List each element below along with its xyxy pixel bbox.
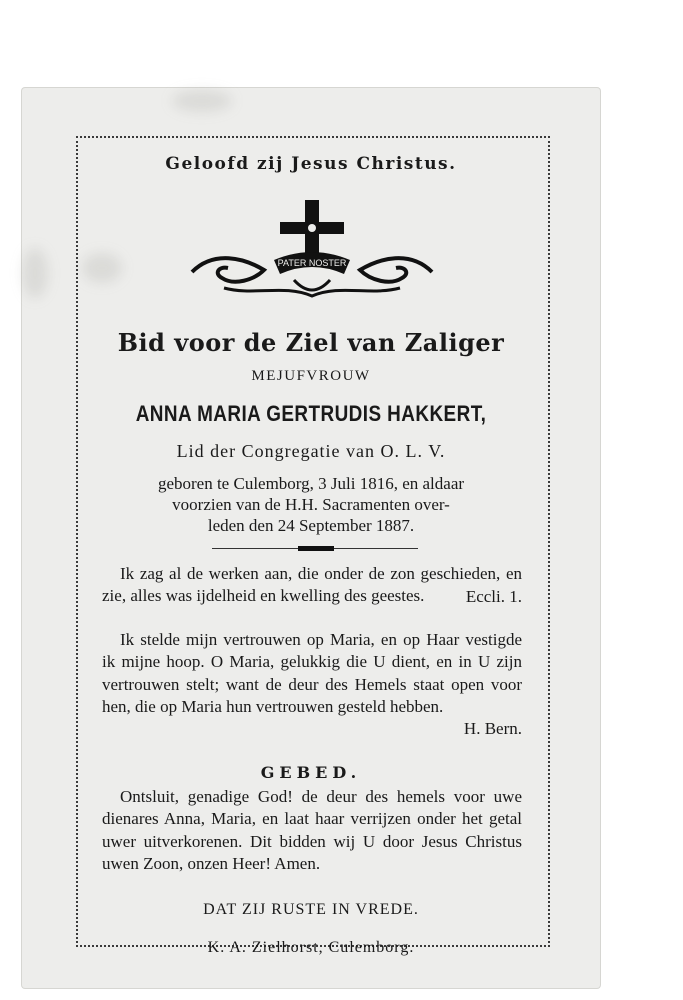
stain [22, 248, 48, 298]
membership-text: Lid der Congregatie van O. L. V. [176, 441, 446, 461]
divider-ornament [298, 546, 334, 551]
prayer-text: Ontsluit, genadige God! de deur des hemels voor uwe dienares Anna, Maria, en laat haar verrijzen onder het getal uwer uitverkorenen. Dit bidden wij U door Jesus Christus uwen Zoon, onzen Heer! Amen. [102, 787, 522, 873]
verse-ecclesiasticus [102, 563, 522, 608]
verse-text: Ik zag al de werken aan, die onder de zon geschieden, en zie, alles was ijdelheid en kwelling des geestes. [102, 564, 522, 606]
prayer-heading: GEBED. [260, 763, 362, 782]
memorial-card [22, 88, 600, 988]
prayer-text-block [102, 786, 522, 875]
header-text: Geloofd zij Jesus Christus. [165, 154, 457, 174]
bio-line: geboren te Culemborg, 3 Juli 1816, en aldaar [157, 474, 465, 493]
bio-line: leden den 24 September 1887. [207, 516, 415, 535]
verse-text: Ik stelde mijn vertrouwen op Maria, en op Haar vestigde ik mijne hoop. O Maria, gelukkig die U dient, en in U zijn vertrouwen stelt; want de deur des Hemels staat open voor hen, die op Maria hun vertrouwen gesteld hebben. [102, 630, 522, 716]
stain [172, 90, 232, 112]
banner-text: PATER NOSTER [277, 258, 347, 268]
closing-text: DAT ZIJ RUSTE IN VREDE. [203, 901, 419, 918]
biography [22, 473, 600, 536]
verse-reference: Eccli. 1. [465, 586, 522, 606]
invocation-heading: Bid voor de Ziel van Zaliger [117, 328, 505, 357]
title-text: MEJUFVROUW [251, 368, 371, 384]
verse-reference: H. Bern. [463, 719, 522, 739]
cross-icon [184, 200, 440, 312]
verse-bernard [102, 629, 522, 740]
deceased-name: ANNA MARIA GERTRUDIS HAKKERT, [135, 401, 487, 426]
bio-line: voorzien van de H.H. Sacramenten over- [172, 495, 450, 514]
printer-credit: K. A. Zielhorst, Culemborg. [207, 939, 415, 956]
